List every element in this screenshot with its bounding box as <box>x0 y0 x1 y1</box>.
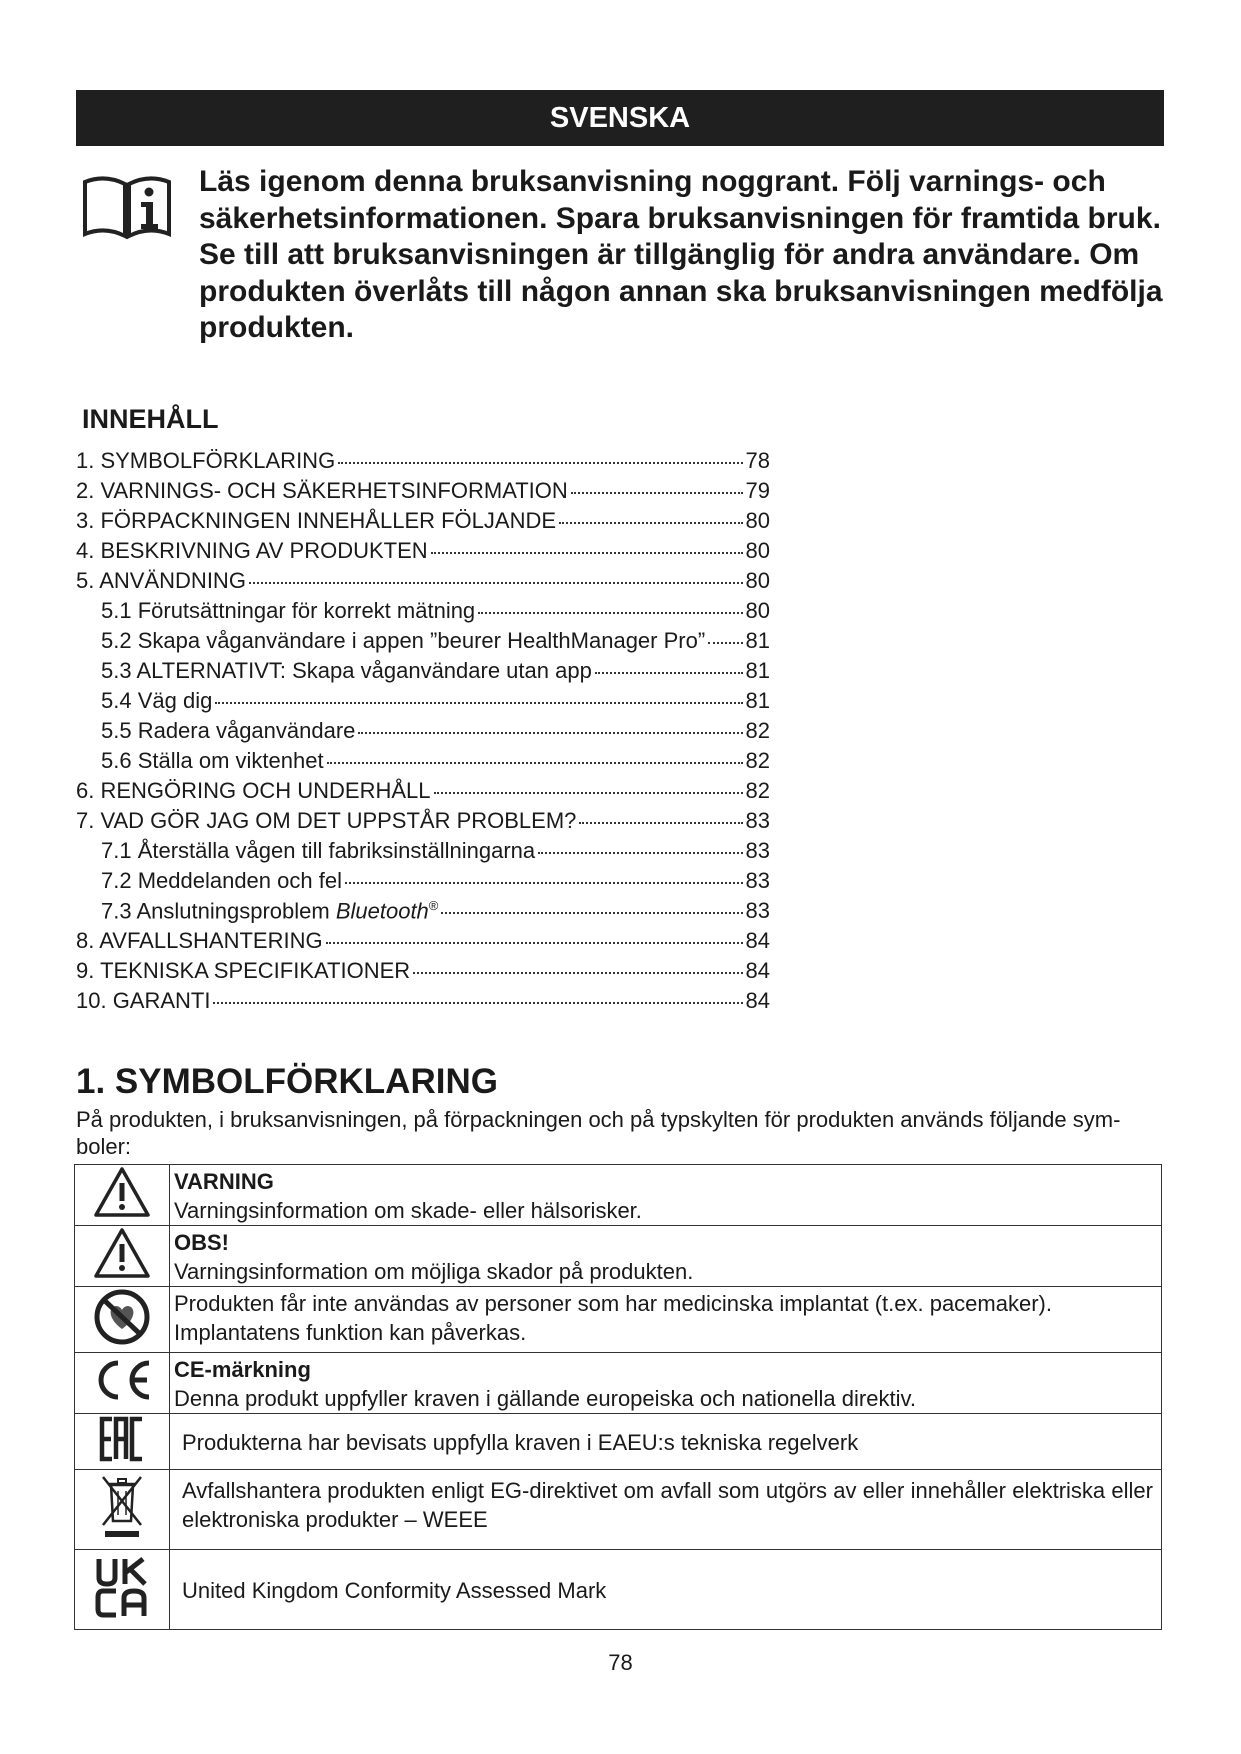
symbol-cell <box>75 1470 170 1550</box>
table-row <box>75 1470 1162 1550</box>
caution-triangle-icon <box>93 1227 151 1279</box>
no-implant-icon <box>94 1289 150 1345</box>
symbol-text: Produkten får inte användas av personer som har medicinska implantat (t.ex. pacemaker). Implantatens funktion kan påverkas. <box>174 1291 1052 1345</box>
table-of-contents <box>76 448 770 1018</box>
toc-subitem[interactable]: 5.3 ALTERNATIVT: Skapa våganvändare utan app 81 <box>101 658 770 683</box>
symbol-text: United Kingdom Conformity Assessed Mark <box>182 1578 607 1603</box>
intro-text: Läs igenom denna bruksanvisning noggrant. Följ varnings- och säkerhetsinformationen. Spara bruksanvisningen för framtida bruk. Se till att bruksanvisningen är tillgänglig för andra användare. Om produkten överlåts till någon annan ska bruksanvisningen medfölja produkten. <box>199 165 1163 344</box>
toc-subitem[interactable]: 5.5 Radera våganvändare 82 <box>101 718 770 743</box>
symbol-cell <box>75 1165 170 1226</box>
table-row <box>75 1287 1162 1353</box>
table-row <box>75 1414 1162 1470</box>
symbol-description <box>170 1470 1162 1550</box>
table-row <box>75 1353 1162 1414</box>
page-number: 78 <box>608 1650 633 1675</box>
language-label: SVENSKA <box>549 101 691 134</box>
symbol-description <box>170 1550 1162 1630</box>
symbol-title: VARNING <box>174 1169 274 1194</box>
symbol-cell <box>75 1353 170 1414</box>
symbol-text: Denna produkt uppfyller kraven i gällande europeiska och nationella direktiv. <box>174 1386 916 1411</box>
table-row <box>75 1550 1162 1630</box>
toc-subitem[interactable]: 5.4 Väg dig 81 <box>101 688 770 713</box>
symbol-cell <box>75 1226 170 1287</box>
symbol-text: Varningsinformation om skade- eller hälsorisker. <box>174 1198 642 1223</box>
eac-mark-icon <box>99 1416 145 1462</box>
symbol-description <box>170 1353 1162 1414</box>
symbol-cell <box>75 1550 170 1630</box>
toc-item[interactable]: 9. TEKNISKA SPECIFIKATIONER 84 <box>76 958 770 983</box>
ce-mark-icon <box>91 1357 153 1403</box>
ukca-mark-icon <box>94 1556 150 1618</box>
symbol-text: Varningsinformation om möjliga skador på produkten. <box>174 1259 694 1284</box>
symbol-description <box>170 1287 1162 1353</box>
toc-item[interactable]: 1. SYMBOLFÖRKLARING 78 <box>76 448 770 473</box>
table-row <box>75 1226 1162 1287</box>
symbol-text: Avfallshantera produkten enligt EG-direktivet om avfall som utgörs av eller innehåller elektriska eller elektroniska produkter – WEEE <box>182 1478 1153 1532</box>
toc-subitem[interactable]: 5.6 Ställa om viktenhet 82 <box>101 748 770 773</box>
toc-item[interactable]: 8. AVFALLSHANTERING 84 <box>76 928 770 953</box>
section-heading: 1. SYMBOLFÖRKLARING <box>76 1062 498 1101</box>
toc-subitem[interactable]: 7.2 Meddelanden och fel 83 <box>101 868 770 893</box>
symbol-title: CE-märkning <box>174 1357 311 1382</box>
toc-item[interactable]: 2. VARNINGS- OCH SÄKERHETSINFORMATION 79 <box>76 478 770 503</box>
toc-subitem[interactable]: 7.1 Återställa vågen till fabriksinställningarna 83 <box>101 838 770 863</box>
toc-subitem[interactable]: 5.2 Skapa våganvändare i appen ”beurer HealthManager Pro” 81 <box>101 628 770 653</box>
warning-triangle-icon <box>93 1166 151 1218</box>
toc-subitem[interactable]: 5.1 Förutsättningar för korrekt mätning 80 <box>101 598 770 623</box>
table-row <box>75 1165 1162 1226</box>
manual-info-icon <box>81 172 173 242</box>
language-header-bar <box>76 90 1164 146</box>
toc-item[interactable]: 6. RENGÖRING OCH UNDERHÅLL 82 <box>76 778 770 803</box>
toc-item[interactable]: 10. GARANTI 84 <box>76 988 770 1013</box>
symbol-description <box>170 1165 1162 1226</box>
section-intro: På produkten, i bruksanvisningen, på förpackningen och på typskylten för produkten används följande sym-boler: <box>76 1107 1121 1159</box>
toc-item[interactable]: 5. ANVÄNDNING 80 <box>76 568 770 593</box>
toc-item[interactable]: 3. FÖRPACKNINGEN INNEHÅLLER FÖLJANDE 80 <box>76 508 770 533</box>
toc-subitem[interactable]: 7.3 Anslutningsproblem Bluetooth® 83 <box>101 898 770 924</box>
toc-item[interactable]: 4. BESKRIVNING AV PRODUKTEN 80 <box>76 538 770 563</box>
symbol-description <box>170 1226 1162 1287</box>
symbol-description <box>170 1414 1162 1470</box>
toc-item[interactable]: 7. VAD GÖR JAG OM DET UPPSTÅR PROBLEM? 83 <box>76 808 770 833</box>
symbol-cell <box>75 1287 170 1353</box>
toc-heading: INNEHÅLL <box>82 404 219 434</box>
symbol-cell <box>75 1414 170 1470</box>
symbol-text: Produkterna har bevisats uppfylla kraven i EAEU:s tekniska regelverk <box>182 1430 859 1455</box>
symbol-table <box>74 1164 1162 1630</box>
symbol-title: OBS! <box>174 1230 229 1255</box>
weee-bin-icon <box>99 1473 145 1541</box>
